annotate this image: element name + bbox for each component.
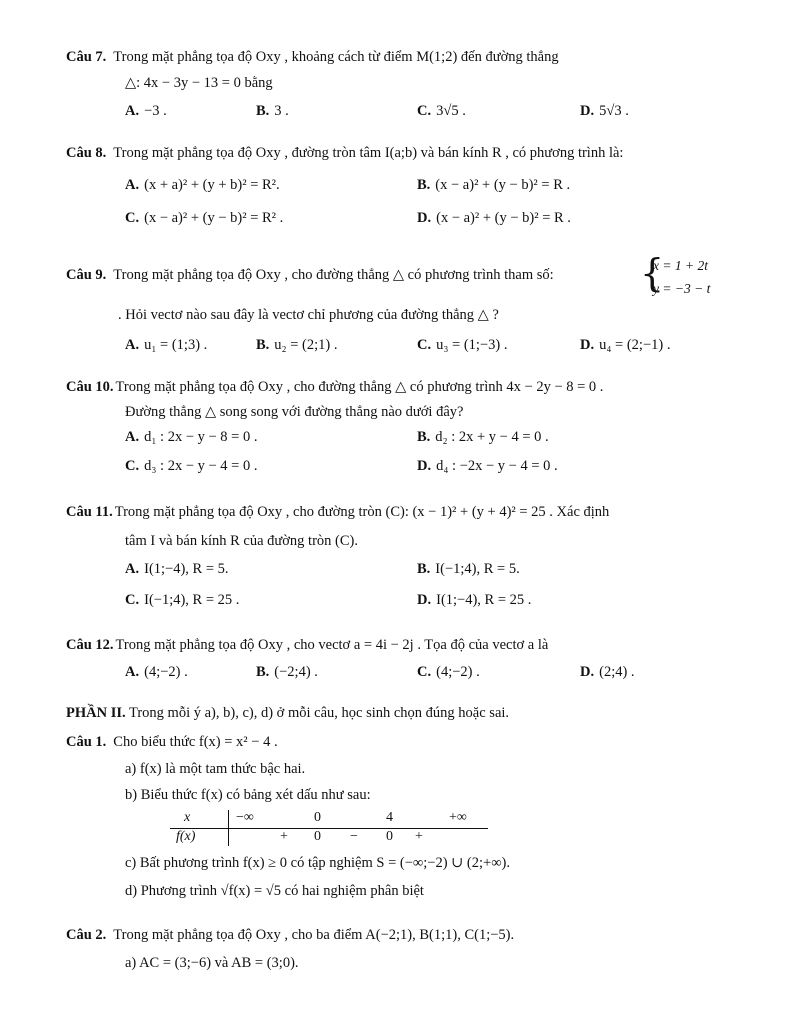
- sign-table-x-value: 4: [386, 810, 393, 825]
- q12-line1: [66, 638, 548, 653]
- q10-label: Câu 10.: [66, 379, 114, 395]
- sign-table-x-header: x: [184, 810, 191, 825]
- part2-heading-line: [66, 706, 509, 721]
- q10-text: Trong mặt phẳng tọa độ Oxy , cho đường thẳng △ có phương trình 4x − 2y − 8 = 0 .: [115, 379, 604, 395]
- option-letter: D.: [417, 210, 432, 226]
- option-text: d₂ : 2x + y − 4 = 0 .: [435, 429, 549, 445]
- q9-label: Câu 9.: [66, 267, 107, 283]
- q8-line1: [66, 146, 623, 161]
- option-letter: B.: [256, 103, 270, 119]
- q9-option-d[interactable]: [580, 338, 670, 353]
- q9-line1: [66, 268, 554, 283]
- q11-option-b[interactable]: [417, 562, 520, 577]
- q9-option-b[interactable]: [256, 338, 337, 353]
- option-letter: D.: [580, 337, 595, 353]
- option-letter: D.: [580, 103, 595, 119]
- option-letter: B.: [256, 337, 270, 353]
- sign-table-sign: +: [415, 829, 423, 844]
- option-text: d₁ : 2x − y − 8 = 0 .: [144, 429, 258, 445]
- q11-label: Câu 11.: [66, 504, 113, 520]
- option-text: u₂ = (2;1) .: [274, 337, 338, 353]
- option-text: I(−1;4), R = 5.: [435, 561, 520, 577]
- option-text: d₃ : 2x − y − 4 = 0 .: [144, 458, 258, 474]
- option-letter: A.: [125, 337, 140, 353]
- part2-text: Trong mỗi ý a), b), c), d) ở mỗi câu, học sinh chọn đúng hoặc sai.: [129, 705, 510, 721]
- option-text: (x − a)² + (y − b)² = R .: [436, 210, 571, 226]
- q9-system-y: y = −3 − t: [653, 281, 711, 296]
- option-text: u₁ = (1;3) .: [144, 337, 208, 353]
- q8-option-a[interactable]: [125, 178, 280, 193]
- option-text: (4;−2) .: [436, 664, 480, 680]
- option-text: (x + a)² + (y + b)² = R².: [144, 177, 280, 193]
- p2q1-line1: [66, 735, 278, 750]
- sign-table-fx-header: f(x): [176, 829, 196, 844]
- q9-option-c[interactable]: [417, 338, 507, 353]
- option-text: 3 .: [274, 103, 289, 119]
- option-text: (−2;4) .: [274, 664, 318, 680]
- option-text: 3√5 .: [436, 103, 466, 119]
- option-text: I(1;−4), R = 25 .: [436, 592, 532, 608]
- sign-table-vline: [228, 810, 229, 846]
- q7-text: Trong mặt phẳng tọa độ Oxy , khoảng cách từ điểm M(1;2) đến đường thẳng: [113, 49, 559, 65]
- option-text: u₃ = (1;−3) .: [436, 337, 508, 353]
- system-brace: {: [640, 251, 665, 295]
- q9-line2: . Hỏi vectơ nào sau đây là vectơ chỉ phương của đường thẳng △ ?: [118, 307, 499, 323]
- option-text: I(−1;4), R = 25 .: [144, 592, 240, 608]
- option-text: (4;−2) .: [144, 664, 188, 680]
- q7-line1: [66, 50, 559, 65]
- option-text: (2;4) .: [599, 664, 635, 680]
- p2q1-statement-d: d) Phương trình √f(x) = √5 có hai nghiệm phân biệt: [125, 883, 424, 899]
- q8-option-b[interactable]: [417, 178, 570, 193]
- option-letter: D.: [417, 458, 432, 474]
- q8-label: Câu 8.: [66, 145, 107, 161]
- option-letter: C.: [417, 337, 432, 353]
- sign-table-x-value: −∞: [236, 810, 254, 825]
- p2q2-statement-a: a) AC = (3;−6) và AB = (3;0).: [125, 955, 299, 971]
- p2q2-line1: [66, 928, 514, 943]
- q11-option-c[interactable]: [125, 593, 239, 608]
- sign-table-sign: 0: [314, 829, 321, 844]
- q7-label: Câu 7.: [66, 49, 107, 65]
- p2q2-text: Trong mặt phẳng tọa độ Oxy , cho ba điểm A(−2;1), B(1;1), C(1;−5).: [113, 927, 515, 943]
- sign-table-sign: +: [280, 829, 288, 844]
- option-letter: B.: [417, 177, 431, 193]
- q7-option-b[interactable]: [256, 104, 289, 119]
- q10-line2: Đường thẳng △ song song với đường thẳng nào dưới đây?: [125, 404, 464, 420]
- option-text: u₄ = (2;−1) .: [599, 337, 671, 353]
- option-text: d₄ : −2x − y − 4 = 0 .: [436, 458, 558, 474]
- q12-label: Câu 12.: [66, 637, 114, 653]
- q7-option-d[interactable]: [580, 104, 629, 119]
- option-letter: C.: [125, 210, 140, 226]
- q10-line1: [66, 380, 603, 395]
- q12-option-c[interactable]: [417, 665, 480, 680]
- p2q1-label: Câu 1.: [66, 734, 107, 750]
- option-text: (x − a)² + (y − b)² = R² .: [144, 210, 284, 226]
- p2q1-statement-b: b) Biểu thức f(x) có bảng xét dấu như sau:: [125, 787, 371, 803]
- option-letter: C.: [417, 664, 432, 680]
- q10-option-c[interactable]: [125, 459, 257, 474]
- q9-system-x: x = 1 + 2t: [653, 258, 708, 273]
- p2q1-statement-a: a) f(x) là một tam thức bậc hai.: [125, 761, 306, 777]
- q10-option-a[interactable]: [125, 430, 257, 445]
- option-letter: A.: [125, 177, 140, 193]
- part2-heading: PHẦN II.: [66, 705, 126, 721]
- q8-text: Trong mặt phẳng tọa độ Oxy , đường tròn tâm I(a;b) và bán kính R , có phương trình là:: [113, 145, 624, 161]
- q7-line2: △: 4x − 3y − 13 = 0 bằng: [125, 75, 273, 91]
- option-letter: C.: [417, 103, 432, 119]
- q11-text: Trong mặt phẳng tọa độ Oxy , cho đường tròn (C): (x − 1)² + (y + 4)² = 25 . Xác định: [114, 504, 610, 520]
- q10-option-d[interactable]: [417, 459, 558, 474]
- q11-line1: [66, 505, 609, 520]
- option-letter: B.: [417, 561, 431, 577]
- option-letter: A.: [125, 561, 140, 577]
- q11-line2: tâm I và bán kính R của đường tròn (C).: [125, 533, 358, 549]
- option-text: 5√3 .: [599, 103, 629, 119]
- sign-table-x-value: 0: [314, 810, 321, 825]
- sign-table-hline: [170, 828, 488, 829]
- option-letter: C.: [125, 592, 140, 608]
- q12-text: Trong mặt phẳng tọa độ Oxy , cho vectơ a = 4i − 2j . Tọa độ của vectơ a là: [115, 637, 549, 653]
- option-letter: A.: [125, 429, 140, 445]
- q7-option-c[interactable]: [417, 104, 466, 119]
- p2q2-label: Câu 2.: [66, 927, 107, 943]
- option-letter: D.: [417, 592, 432, 608]
- q8-option-c[interactable]: [125, 211, 283, 226]
- q9-option-a[interactable]: [125, 338, 207, 353]
- sign-table-x-value: +∞: [449, 810, 467, 825]
- p2q1-statement-c: c) Bất phương trình f(x) ≥ 0 có tập nghiệm S = (−∞;−2) ∪ (2;+∞).: [125, 855, 510, 871]
- q11-option-a[interactable]: [125, 562, 229, 577]
- q9-text: Trong mặt phẳng tọa độ Oxy , cho đường thẳng △ có phương trình tham số:: [113, 267, 554, 283]
- option-letter: A.: [125, 664, 140, 680]
- sign-table: [170, 810, 488, 846]
- option-letter: B.: [417, 429, 431, 445]
- option-letter: C.: [125, 458, 140, 474]
- q8-option-d[interactable]: [417, 211, 571, 226]
- q7-option-a[interactable]: [125, 104, 167, 119]
- option-text: (x − a)² + (y − b)² = R .: [435, 177, 571, 193]
- option-letter: A.: [125, 103, 140, 119]
- option-letter: B.: [256, 664, 270, 680]
- option-text: I(1;−4), R = 5.: [144, 561, 229, 577]
- p2q1-text: Cho biểu thức f(x) = x² − 4 .: [113, 734, 278, 750]
- sign-table-sign: 0: [386, 829, 393, 844]
- q12-option-a[interactable]: [125, 665, 188, 680]
- q12-option-d[interactable]: [580, 665, 635, 680]
- q12-option-b[interactable]: [256, 665, 318, 680]
- q10-option-b[interactable]: [417, 430, 549, 445]
- sign-table-sign: −: [350, 829, 358, 844]
- q11-option-d[interactable]: [417, 593, 531, 608]
- option-letter: D.: [580, 664, 595, 680]
- option-text: −3 .: [144, 103, 167, 119]
